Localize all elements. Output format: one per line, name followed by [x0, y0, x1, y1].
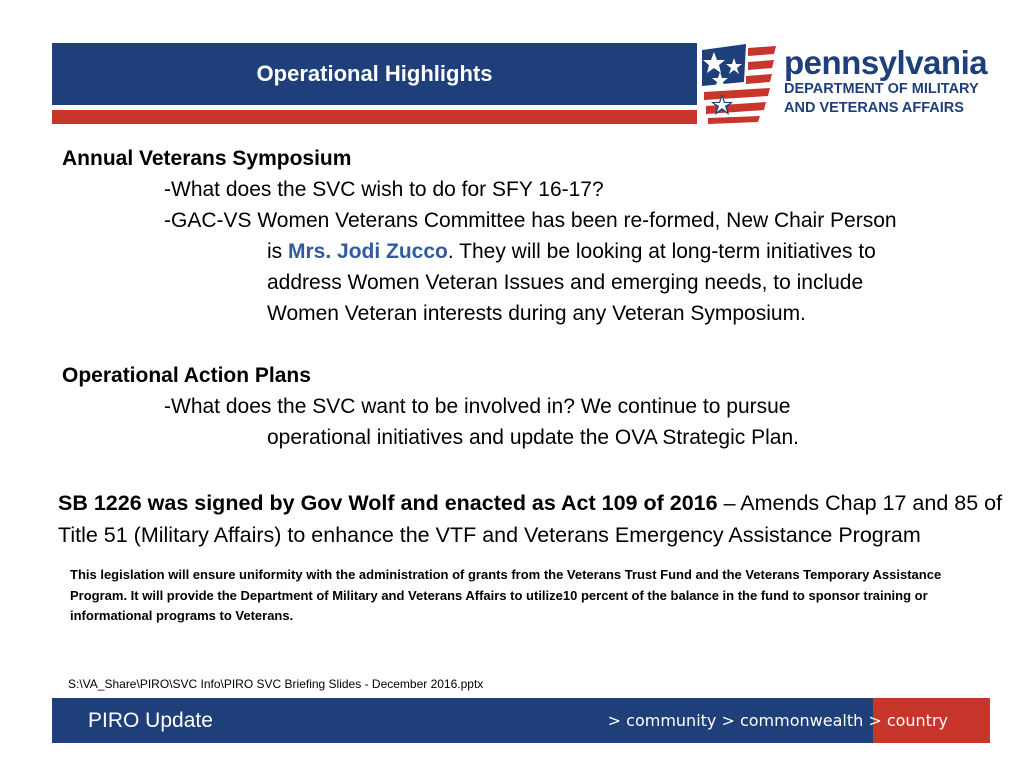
- sb-1226-statement: [58, 487, 1024, 551]
- action-plans-item-1-line-2: operational initiatives and update the OVA Strategic Plan.: [267, 426, 799, 449]
- symposium-item-2: -GAC-VS Women Veterans Committee has been re-formed, New Chair Person: [164, 209, 897, 232]
- slide-title: Operational Highlights: [256, 61, 493, 86]
- logo-name: pennsylvania: [784, 44, 988, 81]
- is-text: is: [267, 240, 288, 263]
- symposium-item-2-line-4: Women Veteran interests during any Veteran Symposium.: [267, 302, 806, 325]
- legislation-note: This legislation will ensure uniformity with the administration of grants from the Veterans Trust Fund and the Veterans Temporary Assistance Program. It will provide the Department of Military and Veterans Affairs to utilize10 percent of the balance in the fund to sponsor training or informational programs to Veterans.: [70, 567, 942, 623]
- symposium-item-2-line-2: [62, 236, 992, 267]
- file-path: S:\VA_Share\PIRO\SVC Info\PIRO SVC Briefing Slides - December 2016.pptx: [68, 677, 484, 691]
- footer-label: PIRO Update: [88, 709, 213, 732]
- symposium-item-1: -What does the SVC wish to do for SFY 16-17?: [164, 178, 604, 201]
- sb-1226-bold: SB 1226 was signed by Gov Wolf and enacted as Act 109 of 2016: [58, 491, 718, 515]
- main-content: [62, 143, 992, 453]
- title-red-stripe: [52, 110, 697, 124]
- flag-star-icon: [698, 42, 778, 124]
- logo-line-2: AND VETERANS AFFAIRS: [784, 100, 964, 116]
- section-heading-symposium: Annual Veterans Symposium: [62, 147, 352, 170]
- logo-line-1: DEPARTMENT OF MILITARY: [784, 81, 979, 97]
- pa-dmva-logo: [698, 40, 1018, 125]
- chair-person-name: Mrs. Jodi Zucco: [288, 240, 448, 263]
- sb-1226-rest: – Amends Chap 17 and 85 of Title 51 (Military Affairs) to enhance the VTF and Veterans Emergency Assistance Program: [58, 491, 1003, 547]
- item-2-rest: . They will be looking at long-term initiatives to: [447, 240, 876, 263]
- title-bar: [52, 43, 697, 105]
- footer-bar: [52, 698, 990, 743]
- section-heading-action-plans: Operational Action Plans: [62, 364, 311, 387]
- action-plans-item-1: -What does the SVC want to be involved in? We continue to pursue: [164, 395, 791, 418]
- footer-tagline: > community > commonwealth > country: [607, 711, 948, 730]
- symposium-item-2-line-3: address Women Veteran Issues and emerging needs, to include: [267, 271, 864, 294]
